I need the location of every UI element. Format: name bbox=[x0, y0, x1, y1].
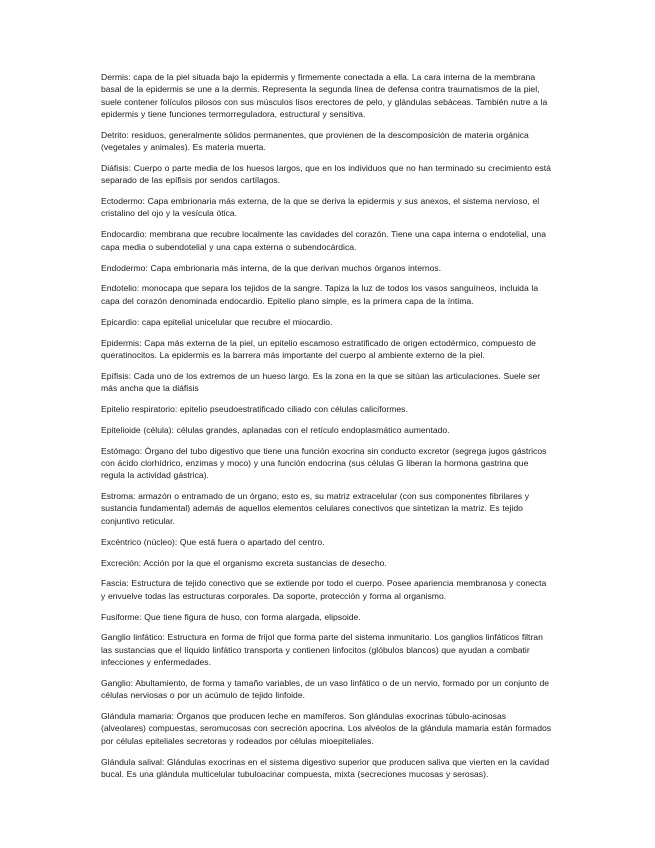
glossary-entry-fusiforme: Fusiforme: Que tiene figura de huso, con forma alargada, elipsoide. bbox=[101, 611, 361, 622]
glossary-content bbox=[101, 71, 553, 789]
glossary-entry-ganglio: Ganglio: Abultamiento, de forma y tamaño variables, de un vaso linfático o de un nervio, formado por un conjunto de células nerviosas o por un acúmulo de tejido linfoide. bbox=[101, 677, 550, 701]
glossary-entry-epifisis: Epífisis: Cada uno de los extremos de un hueso largo. Es la zona en la que se sitúan las articulaciones. Suele ser más ancha que la diáfisis bbox=[101, 370, 541, 393]
glossary-entry-dermis: Dermis: capa de la piel situada bajo la epidermis y firmemente conectada a ella. La cara interna de la membrana basal de la epidermis se une a la dermis. Representa la segunda línea de defensa contra traumatismos de la piel, suele contener folículos pilosos con sus músculos lisos erectores de pelo, y glándulas sebáceas. También nutre a la epidermis y tiene funciones termorreguladora, estructural y sensitiva. bbox=[101, 72, 548, 119]
glossary-entry-epitelio-respiratorio: Epitelio respiratorio: epitelio pseudoestratificado ciliado con células caliciformes. bbox=[101, 403, 408, 414]
glossary-entry-excentrico: Excéntrico (núcleo): Que está fuera o apartado del centro. bbox=[101, 536, 325, 547]
glossary-entry-ganglio-linfatico: Ganglio linfático: Estructura en forma de frijol que forma parte del sistema inmunitario. Los ganglios linfáticos filtran las sustancias que el líquido linfático transporta y contienen linfocitos (glóbulos blancos) que ayudan a combatir infecciones y enfermedades. bbox=[101, 632, 543, 668]
glossary-entry-epitelioide: Epitelioide (célula): células grandes, aplanadas con el retículo endoplasmático aumentado. bbox=[101, 424, 450, 435]
glossary-entry-endocardio: Endocardio: membrana que recubre localmente las cavidades del corazón. Tiene una capa interna o endotelial, una capa media o subendotelial y una capa externa o subendocárdica. bbox=[101, 229, 546, 252]
glossary-entry-estroma: Estroma: armazón o entramado de un órgano, esto es, su matriz extracelular (con sus componentes fibrilares y sustancia fundamental) además de aquellos elementos celulares conectivos que sintetizan la matriz. Es tejido conjuntivo reticular. bbox=[101, 491, 530, 526]
glossary-entry-detrito: Detrito: residuos, generalmente sólidos permanentes, que provienen de la descomposición de materia orgánica (vegetales y animales). Es materia muerta. bbox=[101, 129, 529, 153]
glossary-entry-glandula-mamaria: Glándula mamaria: Órganos que producen leche en mamíferos. Son glándulas exocrinas túbulo-acinosas (alveolares) compuestas, seromucosas con secreción apocrina. Los alvéolos de la glándula mamaria están formados por células epiteliales secretoras y rodeados por células mioepiteliales. bbox=[101, 711, 552, 746]
glossary-entry-epicardio: Epicardio: capa epitelial unicelular que recubre el miocardio. bbox=[101, 316, 333, 327]
glossary-entry-endodermo: Endodermo: Capa embrionaria más interna, de la que derivan muchos órganos internos. bbox=[101, 262, 442, 273]
glossary-entry-epidermis: Epidermis: Capa más externa de la piel, un epitelio escamoso estratificado de origen ectodérmico, compuesto de queratinocitos. La epidermis es la barrera más importante del cuerpo al ambiente externo de la piel. bbox=[101, 337, 536, 360]
glossary-entry-estomago: Estómago: Órgano del tubo digestivo que tiene una función exocrina sin conducto excretor (segrega jugos gástricos con ácido clorhídrico, enzimas y moco) y una función endocrina (sus células G liberan la hormona gastrina que regula la actividad gástrica). bbox=[101, 445, 547, 481]
glossary-entry-ectodermo: Ectodermo: Capa embrionaria más externa, de la que se deriva la epidermis y sus anexos, el sistema nervioso, el cristalino del ojo y la vesícula ótica. bbox=[101, 196, 540, 219]
glossary-entry-excrecion: Excreción: Acción por la que el organismo excreta sustancias de desecho. bbox=[101, 557, 387, 568]
glossary-entry-diafisis: Diáfisis: Cuerpo o parte media de los huesos largos, que en los individuos que no han terminado su crecimiento está separado de las epífisis por sendos cartílagos. bbox=[101, 162, 551, 186]
glossary-entry-fascia: Fascia: Estructura de tejido conectivo que se extiende por todo el cuerpo. Posee apariencia membranosa y conecta y envuelve todas las estructuras corporales. Da soporte, protección y forma al organismo. bbox=[101, 578, 547, 601]
glossary-entry-endotelio: Endotelio: monocapa que separa los tejidos de la sangre. Tapiza la luz de todos los vasos sanguíneos, incluida la capa del corazón denominada endocardio. Epitelio plano simple, es la primera capa de la íntima. bbox=[101, 283, 539, 306]
glossary-entry-glandula-salival: Glándula salival: Glándulas exocrinas en el sistema digestivo superior que producen saliva que vierten en la cavidad bucal. Es una glándula multicelular tubuloacinar compuesta, mixta (secreciones mucosas y serosas). bbox=[101, 756, 550, 779]
